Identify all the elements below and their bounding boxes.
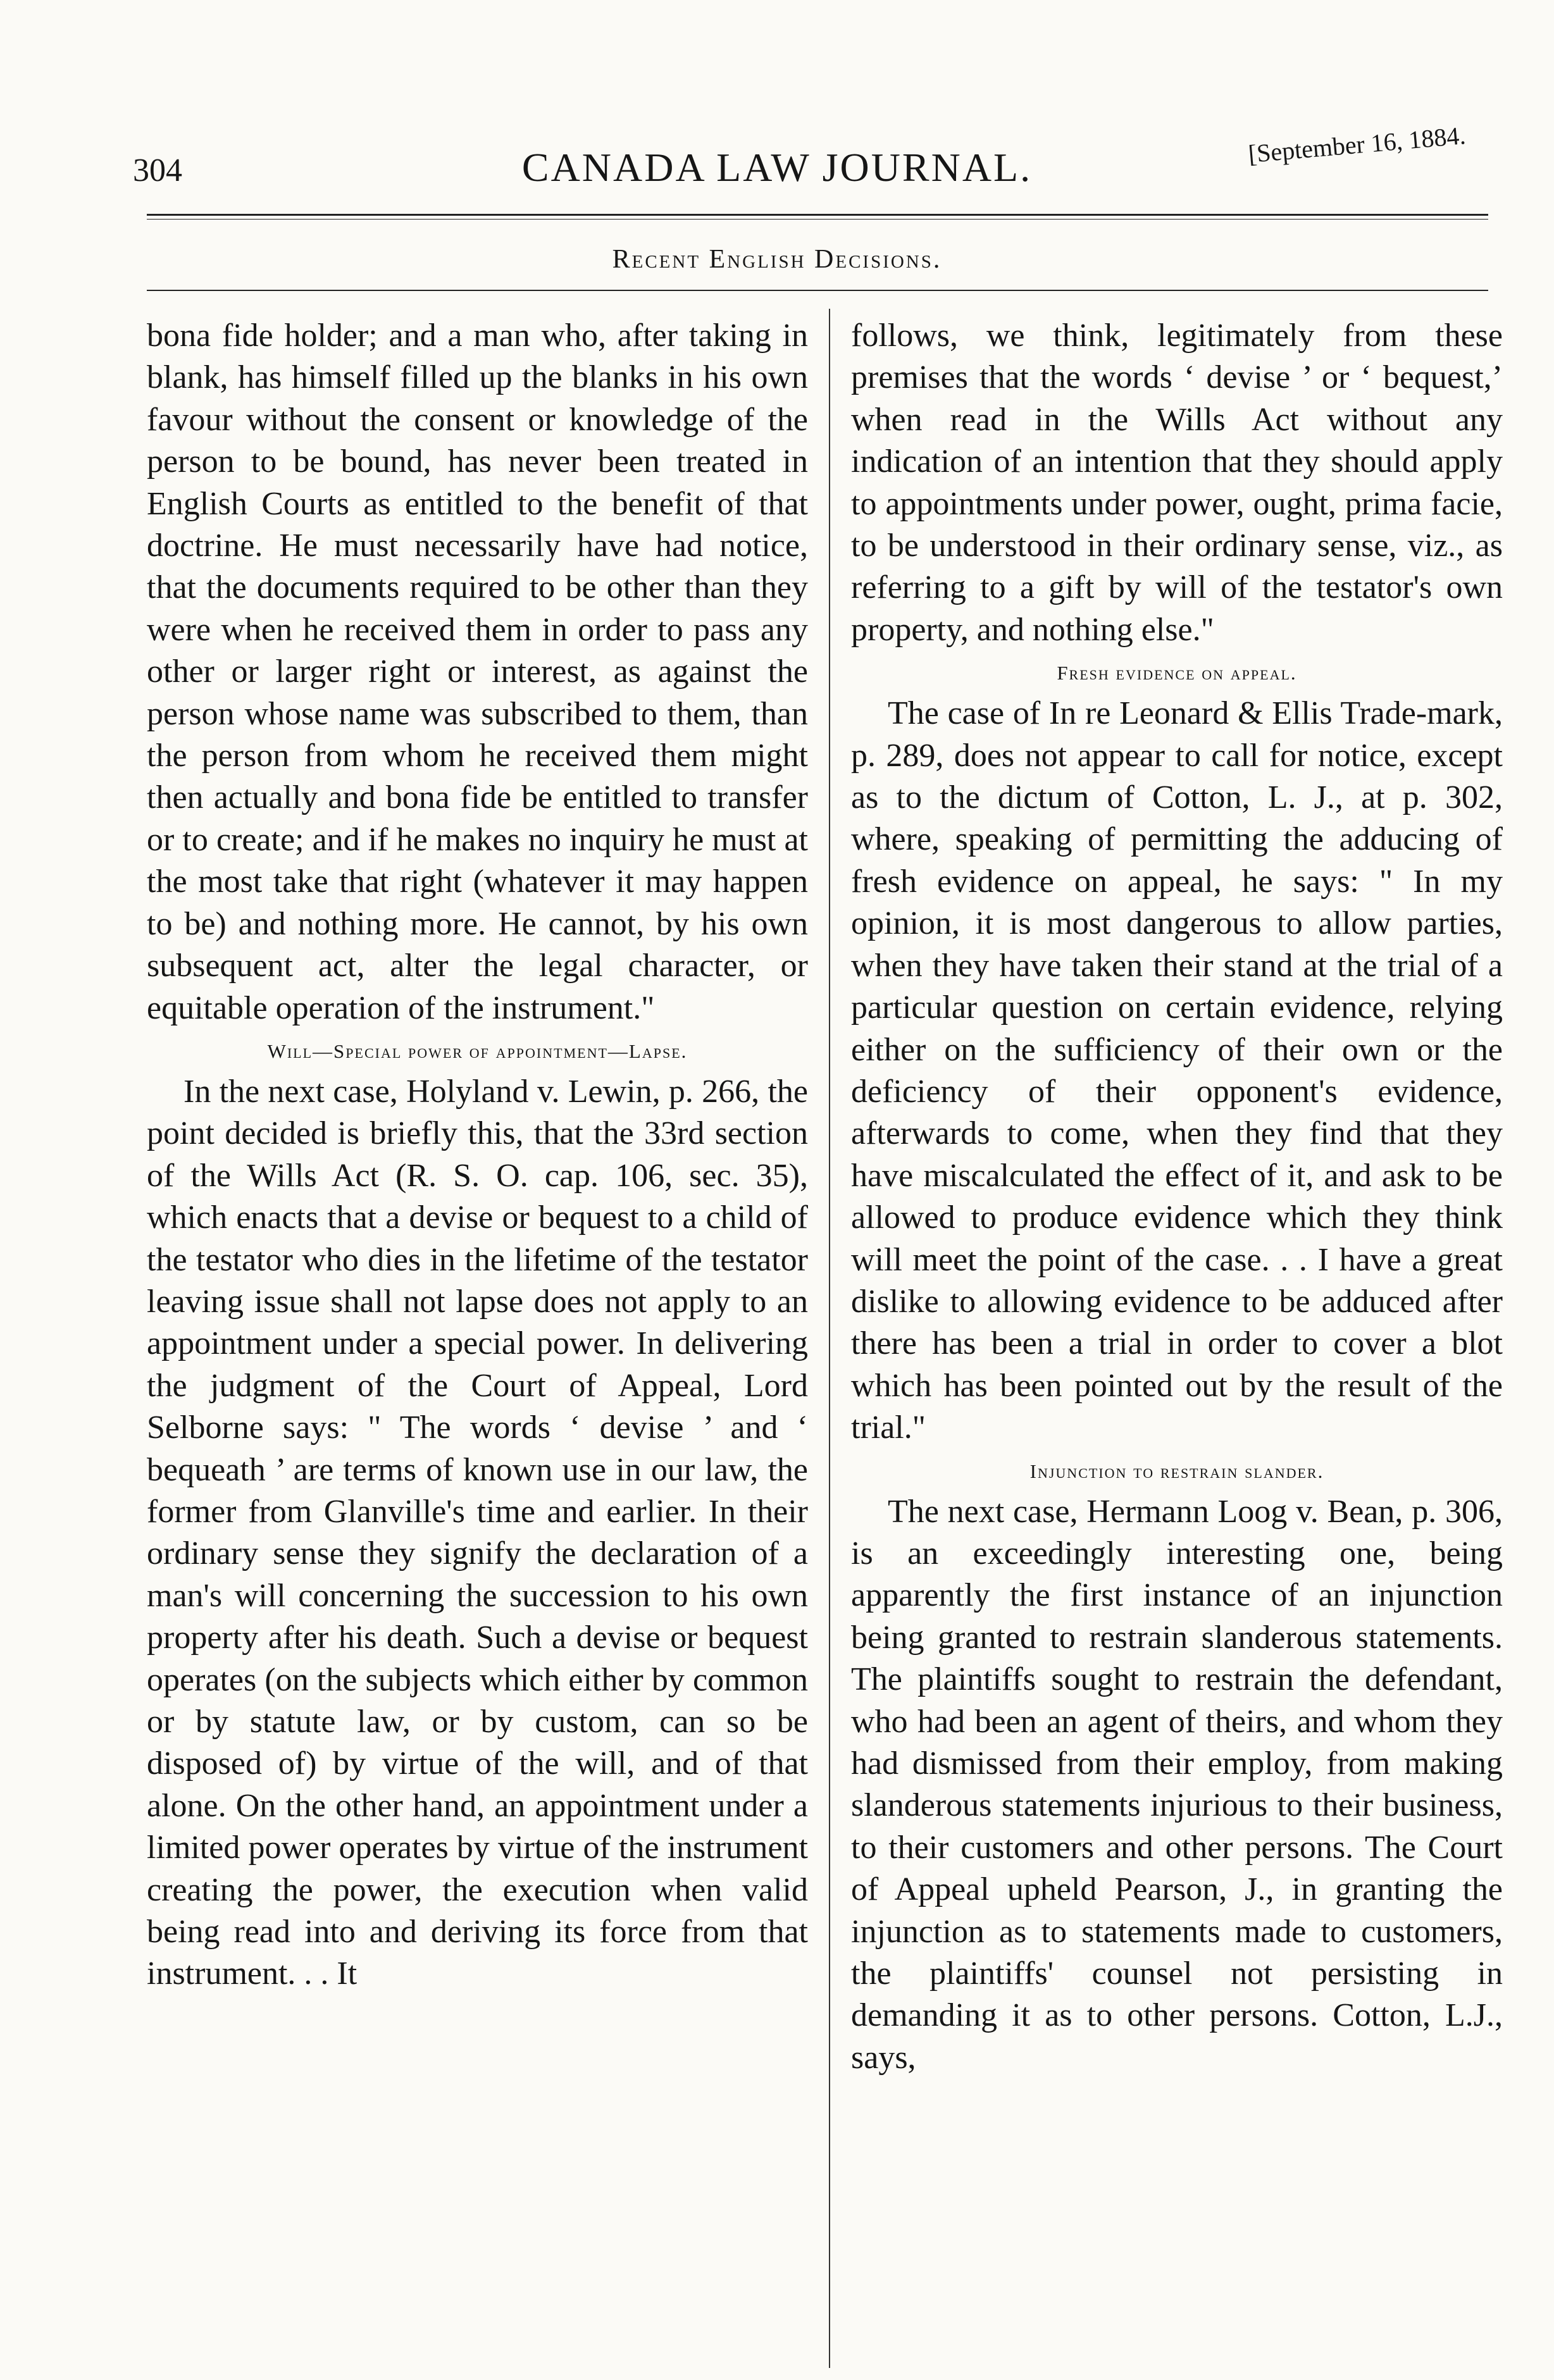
right-heading-fresh-evidence: Fresh evidence on appeal. (1057, 662, 1297, 685)
right-paragraph-1: follows, we think, legitimately from these premises that the words ‘ devise ’ or ‘ bequest,’ when read in the Wills Act without any indication of an intention that they should apply to appointments under power, ought, prima facie, to be understood in their ordinary sense, viz., as referring to a gift by will of the testator's own property, and nothing else." (851, 318, 1503, 648)
left-column (147, 315, 808, 1995)
column-divider (829, 309, 830, 2368)
left-paragraph-1: bona fide holder; and a man who, after taking in blank, has himself filled up the blanks in his own favour without the consent or knowledge of the person to be bound, has never been treated in English Courts as entitled to the benefit of that doctrine. He must necessarily have had notice, that the documents required to be other than they were when he received them in order to pass any other or larger right or interest, as against the person whose name was subscribed to them, than the person from whom he received them might then actually and bona fide be entitled to transfer or to create; and if he makes no inquiry he must at the most take that right (whatever it may happen to be) and nothing more. He cannot, by his own subsequent act, alter the legal character, or equitable operation of the instrument." (147, 318, 808, 1026)
section-title: Recent English Decisions. (612, 245, 942, 274)
right-column (851, 315, 1503, 2079)
page-date: [September 16, 1884. (1246, 121, 1467, 169)
right-heading-injunction: Injunction to restrain slander. (1029, 1460, 1324, 1482)
left-paragraph-2: In the next case, Holyland v. Lewin, p. 266, the point decided is briefly this, that the 33rd section of the Wills Act (R. S. O. cap. 106, sec. 35), which enacts that a devise or bequest to a child of the testator who dies in the lifetime of the testator leaving issue shall not lapse does not apply to an appointment under a special power. In delivering the judgment of the Court of Appeal, Lord Selborne says: " The words ‘ devise ’ and ‘ bequeath ’ are terms of known use in our law, the former from Glanville's time and earlier. In their ordinary sense they signify the declaration of a man's will concerning the succession to his own property after his death. Such a devise or bequest operates (on the subjects which either by common or by statute law, or by custom, can so be disposed of) by virtue of the will, and of that alone. On the other hand, an appointment under a limited power operates by virtue of the instrument creating the power, the execution when valid being read into and deriving its force from that instrument. . . It (147, 1073, 808, 1992)
header-rule-top (147, 214, 1488, 216)
journal-title: CANADA LAW JOURNAL. (521, 145, 1033, 190)
right-paragraph-3: The next case, Hermann Loog v. Bean, p. 306, is an exceedingly interesting one, being apparently the first instance of an injunction being granted to restrain slanderous statements. The plaintiffs sought to restrain the defendant, who had been an agent of theirs, and whom they had dismissed from their employ, from making slanderous statements injurious to their business, to their customers and other persons. The Court of Appeal upheld Pearson, J., in granting the injunction as to statements made to customers, the plaintiffs' counsel not persisting in demanding it as to other persons. Cotton, L.J., says, (851, 1493, 1503, 2076)
section-rule (147, 290, 1488, 291)
left-heading-will-special-power: Will—Special power of appointment—Lapse. (267, 1039, 688, 1062)
page-number: 304 (133, 152, 182, 189)
header-rule-bottom (147, 219, 1488, 220)
right-paragraph-2: The case of In re Leonard & Ellis Trade-mark, p. 289, does not appear to call for notice, except as to the dictum of Cotton, L. J., at p. 302, where, speaking of permitting the adducing of fresh evidence on appeal, he says: " In my opinion, it is most dangerous to allow parties, when they have taken their stand at the trial of a particular question on certain evidence, relying either on the sufficiency of their own or the deficiency of their opponent's evidence, afterwards to come, when they find that they have miscalculated the effect of it, and ask to be allowed to produce evidence which they think will meet the point of the case. . . I have a great dislike to allowing evidence to be adduced after there has been a trial in order to cover a blot which has been pointed out by the result of the trial." (851, 695, 1503, 1446)
